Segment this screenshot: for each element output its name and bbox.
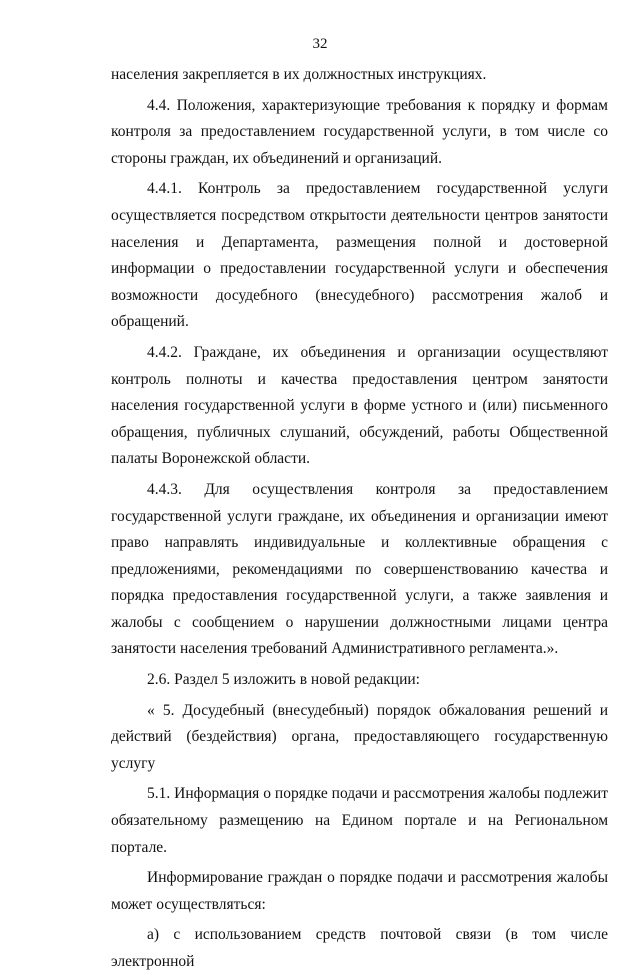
paragraph: Информирование граждан о порядке подачи и рассмотрения жалобы может осуществляться: <box>111 869 608 913</box>
paragraph: а) с использованием средств почтовой связи (в том числе электронной <box>111 926 608 970</box>
paragraph: 4.4.1. Контроль за предоставлением государственной услуги осуществляется посредством открытости деятельности центров занятости населения и Департамента, размещения полной и достоверной информации о предоставлении государственной услуги и обеспечения возможности досудебного (внесудебного) рассмотрения жалоб и обращений. <box>111 180 608 331</box>
paragraph: 5.1. Информация о порядке подачи и рассмотрения жалобы подлежит обязательному размещению на Едином портале и на Региональном портале. <box>111 785 608 856</box>
paragraph: « 5. Досудебный (внесудебный) порядок обжалования решений и действий (бездействия) органа, предоставляющего государственную услугу <box>111 701 608 772</box>
paragraph: 4.4.2. Граждане, их объединения и организации осуществляют контроль полноты и качества предоставления центром занятости населения государственной услуги в форме устного и (или) письменного обращения, публичных слушаний, обсуждений, работы Общественной палаты Воронежской области. <box>111 343 608 468</box>
paragraph: населения закрепляется в их должностных инструкциях. <box>111 66 487 83</box>
page-number: 32 <box>312 36 328 52</box>
paragraph: 2.6. Раздел 5 изложить в новой редакции: <box>147 671 420 689</box>
paragraph: 4.4.3. Для осуществления контроля за предоставлением государственной услуги граждане, их объединения и организации имеют право направлять индивидуальные и коллективные обращения с предложениями, рекомендациями по совершенствованию качества и порядка предоставления государственной услуги, а также заявления и жалобы с сообщением о нарушении должностными лицами центра занятости населения требований Административного регламента.». <box>111 480 608 658</box>
document-body <box>111 62 608 980</box>
paragraph: 4.4. Положения, характеризующие требования к порядку и формам контроля за предоставлением государственной услуги, в том числе со стороны граждан, их объединений и организаций. <box>111 96 608 167</box>
